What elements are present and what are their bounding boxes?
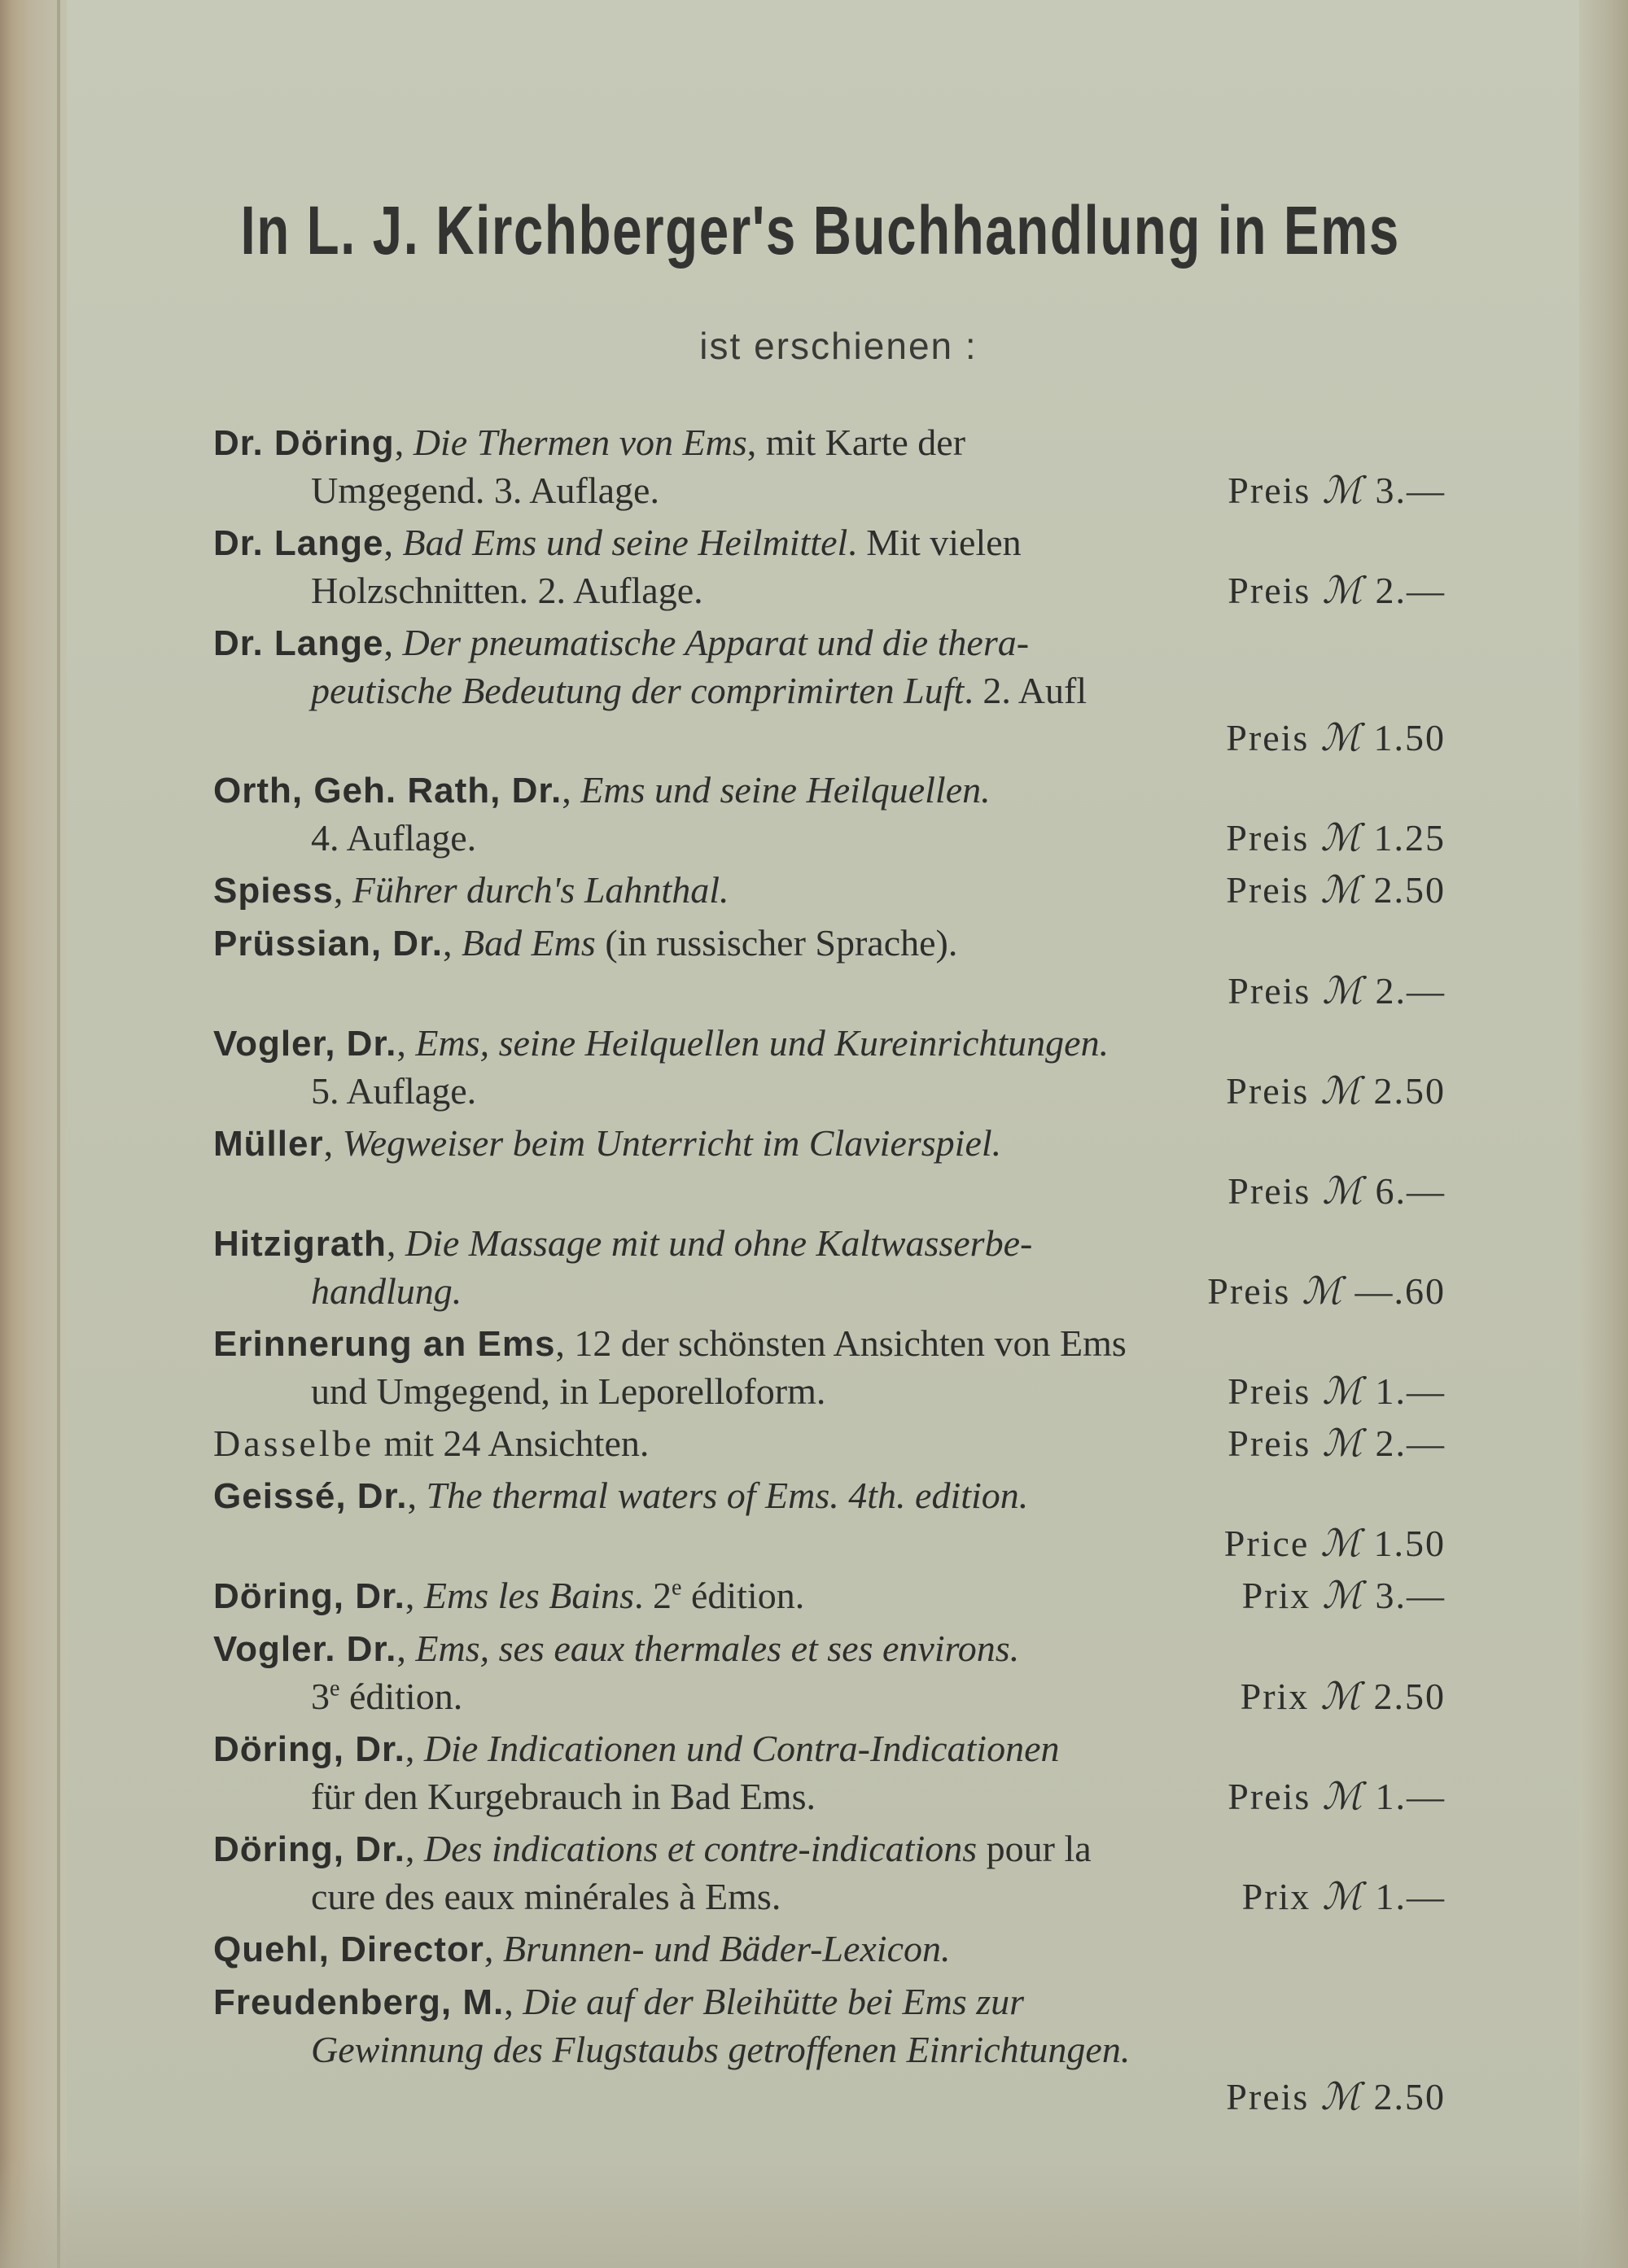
book-title-line2: handlung. bbox=[311, 1270, 462, 1312]
book-author: Müller bbox=[213, 1124, 324, 1164]
book-entry bbox=[213, 1320, 1451, 1415]
book-author: Spiess bbox=[213, 871, 334, 911]
book-title: Der pneumatische Apparat und die thera- bbox=[402, 622, 1030, 663]
book-author: Geissé, Dr. bbox=[213, 1476, 408, 1516]
book-author: Prüssian, Dr. bbox=[213, 924, 444, 964]
book-title: Die Massage mit und ohne Kaltwasserbe- bbox=[405, 1222, 1033, 1264]
book-detail-line2: Umgegend. 3. Auflage. bbox=[311, 470, 659, 511]
book-price: Preis ℳ 2.50 bbox=[1226, 1070, 1446, 1112]
book-author: Orth, Geh. Rath, Dr. bbox=[213, 771, 562, 811]
book-list bbox=[213, 419, 1451, 2126]
book-entry: Dr. Döring, Die Thermen von Ems, mit Karte der Umgegend. 3. Auflage. Preis ℳ 3.— bbox=[213, 419, 1451, 514]
book-detail-line2: 4. Auflage. bbox=[311, 817, 477, 859]
page-bottom-shade bbox=[0, 2154, 1628, 2268]
book-title: Bad Ems und seine Heilmittel bbox=[402, 522, 848, 563]
book-detail-line2: Holzschnitten. 2. Auflage. bbox=[311, 570, 703, 611]
book-title: Bad Ems bbox=[462, 922, 596, 964]
book-detail-line2: . 2. Aufl bbox=[964, 670, 1088, 711]
book-detail: , mit Karte der bbox=[746, 422, 966, 463]
book-author: Döring, Dr. bbox=[213, 1576, 405, 1616]
book-detail: pour la bbox=[977, 1828, 1092, 1869]
book-entry: Dr. Lange, Der pneumatische Apparat und die thera- peutische Bedeutung der comprimirten Luft. 2. Aufl Preis ℳ 1.50 bbox=[213, 619, 1451, 762]
book-title: Ems, ses eaux thermales et ses environs. bbox=[415, 1628, 1020, 1669]
book-entry: Quehl, Director, Brunnen- und Bäder-Lexicon. bbox=[213, 1928, 951, 1969]
book-entry: Dr. Lange, Bad Ems und seine Heilmittel. Mit vielen Holzschnitten. 2. Auflage. Preis ℳ 2.— bbox=[213, 519, 1451, 614]
book-price: Price ℳ 1.50 bbox=[1223, 1523, 1446, 1564]
book-price: Preis ℳ 1.— bbox=[1228, 1776, 1446, 1817]
book-price: Prix ℳ 3.— bbox=[1241, 1575, 1446, 1616]
book-entry: Döring, Dr., Ems les Bains. 2e édition. Prix ℳ 3.— bbox=[213, 1572, 1451, 1620]
book-detail: (in russischer Sprache). bbox=[595, 922, 958, 964]
book-entry: Vogler, Dr., Ems, seine Heilquellen und Kureinrichtungen. 5. Auflage. Preis ℳ 2.50 bbox=[213, 1020, 1451, 1115]
book-title: Des indications et contre-indications bbox=[423, 1828, 978, 1869]
book-entry bbox=[213, 1420, 1451, 1467]
book-title-line2: Gewinnung des Flugstaubs getroffenen Einrichtungen. bbox=[311, 2029, 1131, 2070]
book-author: Döring, Dr. bbox=[213, 1829, 405, 1869]
book-detail: , 12 der schönsten Ansichten von Ems bbox=[555, 1322, 1127, 1364]
book-price: Preis ℳ 2.— bbox=[1228, 970, 1446, 1012]
book-detail-line2: für den Kurgebrauch in Bad Ems. bbox=[311, 1776, 816, 1817]
book-author: Quehl, Director bbox=[213, 1929, 484, 1969]
book-detail-line2: cure des eaux minérales à Ems. bbox=[311, 1876, 781, 1917]
book-author: Vogler. Dr. bbox=[213, 1629, 397, 1669]
book-price: Preis ℳ 2.50 bbox=[1226, 869, 1446, 911]
book-detail-line2: und Umgegend, in Leporelloform. bbox=[311, 1370, 826, 1412]
book-entry: Prüssian, Dr., Bad Ems (in russischer Sprache). Preis ℳ 2.— bbox=[213, 920, 1451, 1015]
book-title: Wegweiser beim Unterricht im Clavierspiel. bbox=[342, 1122, 1002, 1164]
book-title: Brunnen- und Bäder-Lexicon. bbox=[502, 1928, 951, 1969]
book-price: Preis ℳ 2.— bbox=[1228, 1422, 1446, 1464]
book-entry: Freudenberg, M., Die auf der Bleihütte bei Ems zur Gewinnung des Flugstaubs getroffenen Einrichtungen. Preis ℳ 2.50 bbox=[213, 1978, 1451, 2121]
book-author: Freudenberg, M. bbox=[213, 1982, 505, 2022]
book-detail: . Mit vielen bbox=[847, 522, 1022, 563]
book-author: Dasselbe bbox=[213, 1422, 375, 1464]
book-title: Die Thermen von Ems bbox=[413, 422, 747, 463]
book-title: Führer durch's Lahnthal. bbox=[352, 869, 729, 911]
book-author: Dr. Lange bbox=[213, 523, 384, 563]
page-heading: In L. J. Kirchberger's Buchhandlung in Ems bbox=[240, 192, 1400, 269]
book-title: Die auf der Bleihütte bei Ems zur bbox=[523, 1981, 1025, 2022]
book-author: Dr. Döring bbox=[213, 423, 395, 463]
book-price: Preis ℳ 2.50 bbox=[1226, 2076, 1446, 2117]
book-author: Vogler, Dr. bbox=[213, 1024, 397, 1064]
book-title: Die Indicationen und Contra-Indicationen bbox=[423, 1728, 1060, 1769]
book-price: Preis ℳ 2.— bbox=[1228, 570, 1446, 611]
book-entry: Döring, Dr., Des indications et contre-indications pour la cure des eaux minérales à Ems. Prix ℳ 1.— bbox=[213, 1825, 1451, 1921]
book-entry: Hitzigrath, Die Massage mit und ohne Kaltwasserbe- handlung. Preis ℳ —.60 bbox=[213, 1220, 1451, 1315]
book-title: Ems, seine Heilquellen und Kureinrichtungen. bbox=[415, 1022, 1109, 1064]
book-author: Döring, Dr. bbox=[213, 1729, 405, 1769]
book-detail-line2: 3e édition. bbox=[311, 1676, 463, 1717]
book-price: Preis ℳ 1.25 bbox=[1226, 817, 1446, 859]
book-price: Prix ℳ 1.— bbox=[1241, 1876, 1446, 1917]
book-price: Preis ℳ 1.— bbox=[1228, 1370, 1446, 1412]
book-entry: Geissé, Dr., The thermal waters of Ems. 4th. edition. Price ℳ 1.50 bbox=[213, 1472, 1451, 1567]
book-price: Preis ℳ 1.50 bbox=[1226, 717, 1446, 758]
book-title-line2: peutische Bedeutung der comprimirten Luft bbox=[311, 670, 965, 711]
book-entry: Vogler. Dr., Ems, ses eaux thermales et ses environs. 3e édition. Prix ℳ 2.50 bbox=[213, 1625, 1451, 1720]
book-detail: mit 24 Ansichten. bbox=[374, 1422, 650, 1464]
book-entry: Döring, Dr., Die Indicationen und Contra-Indicationen für den Kurgebrauch in Bad Ems. Preis ℳ 1.— bbox=[213, 1725, 1451, 1820]
book-author: Erinnerung an Ems bbox=[213, 1324, 556, 1364]
book-price: Preis ℳ —.60 bbox=[1207, 1270, 1446, 1312]
book-title: The thermal waters of Ems. 4th. edition. bbox=[426, 1475, 1029, 1516]
book-title: Ems les Bains bbox=[423, 1575, 635, 1616]
book-price: Preis ℳ 6.— bbox=[1228, 1170, 1446, 1212]
book-price: Preis ℳ 3.— bbox=[1228, 470, 1446, 511]
book-entry: Orth, Geh. Rath, Dr., Ems und seine Heilquellen. 4. Auflage. Preis ℳ 1.25 bbox=[213, 767, 1451, 862]
book-entry: Müller, Wegweiser beim Unterricht im Clavierspiel. Preis ℳ 6.— bbox=[213, 1120, 1451, 1215]
page-subheading: ist erschienen : bbox=[699, 325, 978, 367]
book-detail-line2: 5. Auflage. bbox=[311, 1070, 477, 1112]
book-title: Ems und seine Heilquellen. bbox=[580, 769, 991, 811]
book-author: Hitzigrath bbox=[213, 1224, 387, 1264]
book-author: Dr. Lange bbox=[213, 623, 384, 663]
book-price: Prix ℳ 2.50 bbox=[1240, 1676, 1446, 1717]
book-entry: Spiess, Führer durch's Lahnthal. Preis ℳ 2.50 bbox=[213, 867, 1451, 915]
